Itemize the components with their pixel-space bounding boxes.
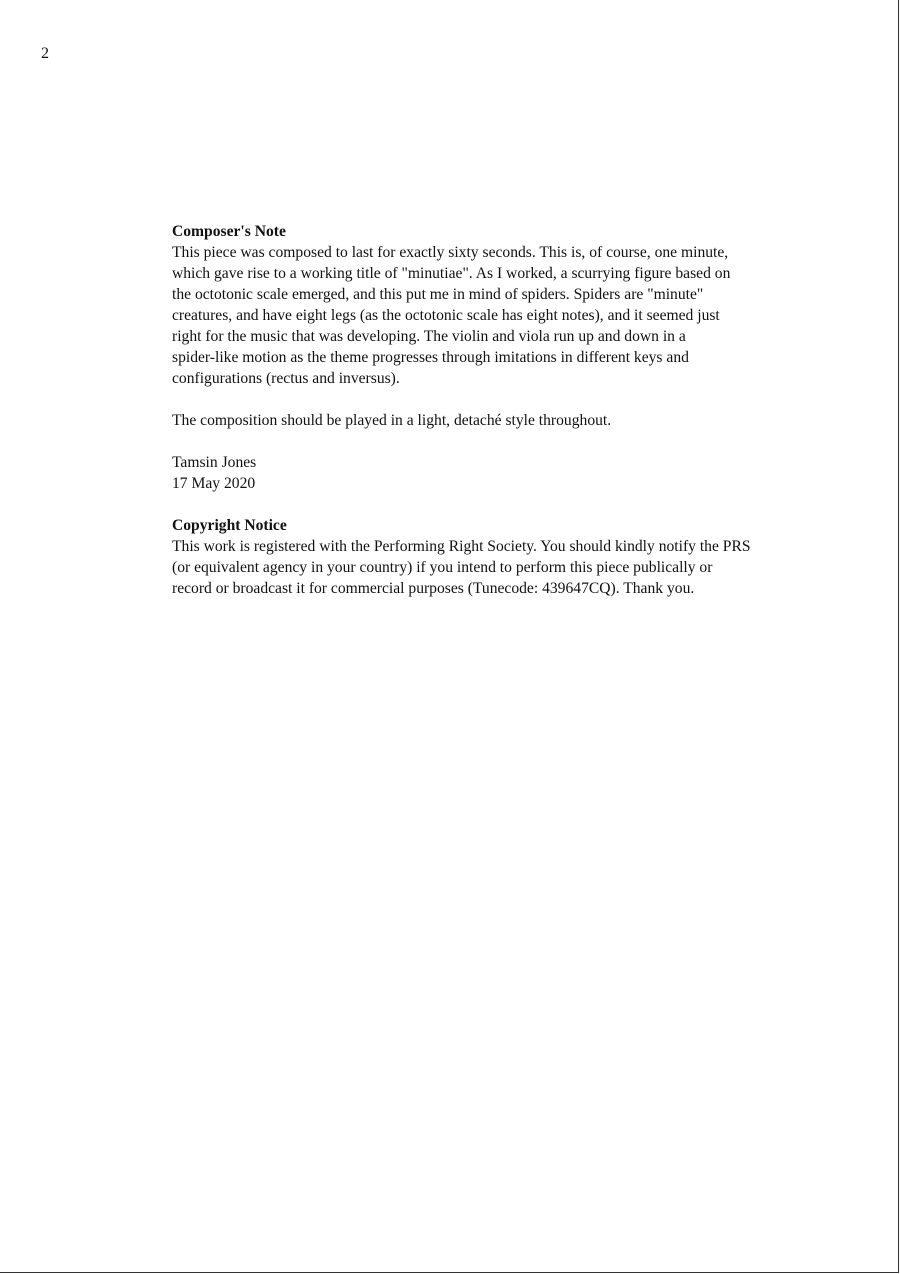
document-content: [172, 221, 872, 599]
composition-date: 17 May 2020: [172, 475, 256, 492]
signature-section: [172, 452, 872, 494]
composers-note-line: spider-like motion as the theme progresses through imitations in different keys and: [172, 349, 689, 366]
style-note-section: [172, 410, 872, 431]
author-name: Tamsin Jones: [172, 454, 257, 471]
copyright-line: record or broadcast it for commercial purposes (Tunecode: 439647CQ). Thank you.: [172, 580, 695, 597]
composers-note-section: [172, 221, 872, 389]
composers-note-heading: Composer's Note: [172, 223, 286, 240]
composers-note-line: configurations (rectus and inversus).: [172, 370, 400, 387]
copyright-heading: Copyright Notice: [172, 517, 287, 534]
composers-note-line: the octotonic scale emerged, and this put me in mind of spiders. Spiders are "minute": [172, 286, 704, 303]
spacer: [172, 431, 872, 452]
composers-note-line: right for the music that was developing. The violin and viola run up and down in a: [172, 328, 686, 345]
composers-note-line: which gave rise to a working title of "minutiae". As I worked, a scurrying figure based on: [172, 265, 731, 282]
copyright-line: This work is registered with the Performing Right Society. You should kindly notify the PRS: [172, 538, 751, 555]
copyright-section: [172, 515, 872, 599]
copyright-line: (or equivalent agency in your country) if you intend to perform this piece publically or: [172, 559, 713, 576]
style-note: The composition should be played in a light, detaché style throughout.: [172, 412, 612, 429]
page-number: 2: [41, 45, 49, 62]
spacer: [172, 494, 872, 515]
spacer: [172, 389, 872, 410]
composers-note-line: This piece was composed to last for exactly sixty seconds. This is, of course, one minute,: [172, 244, 729, 261]
composers-note-line: creatures, and have eight legs (as the octotonic scale has eight notes), and it seemed just: [172, 307, 720, 324]
